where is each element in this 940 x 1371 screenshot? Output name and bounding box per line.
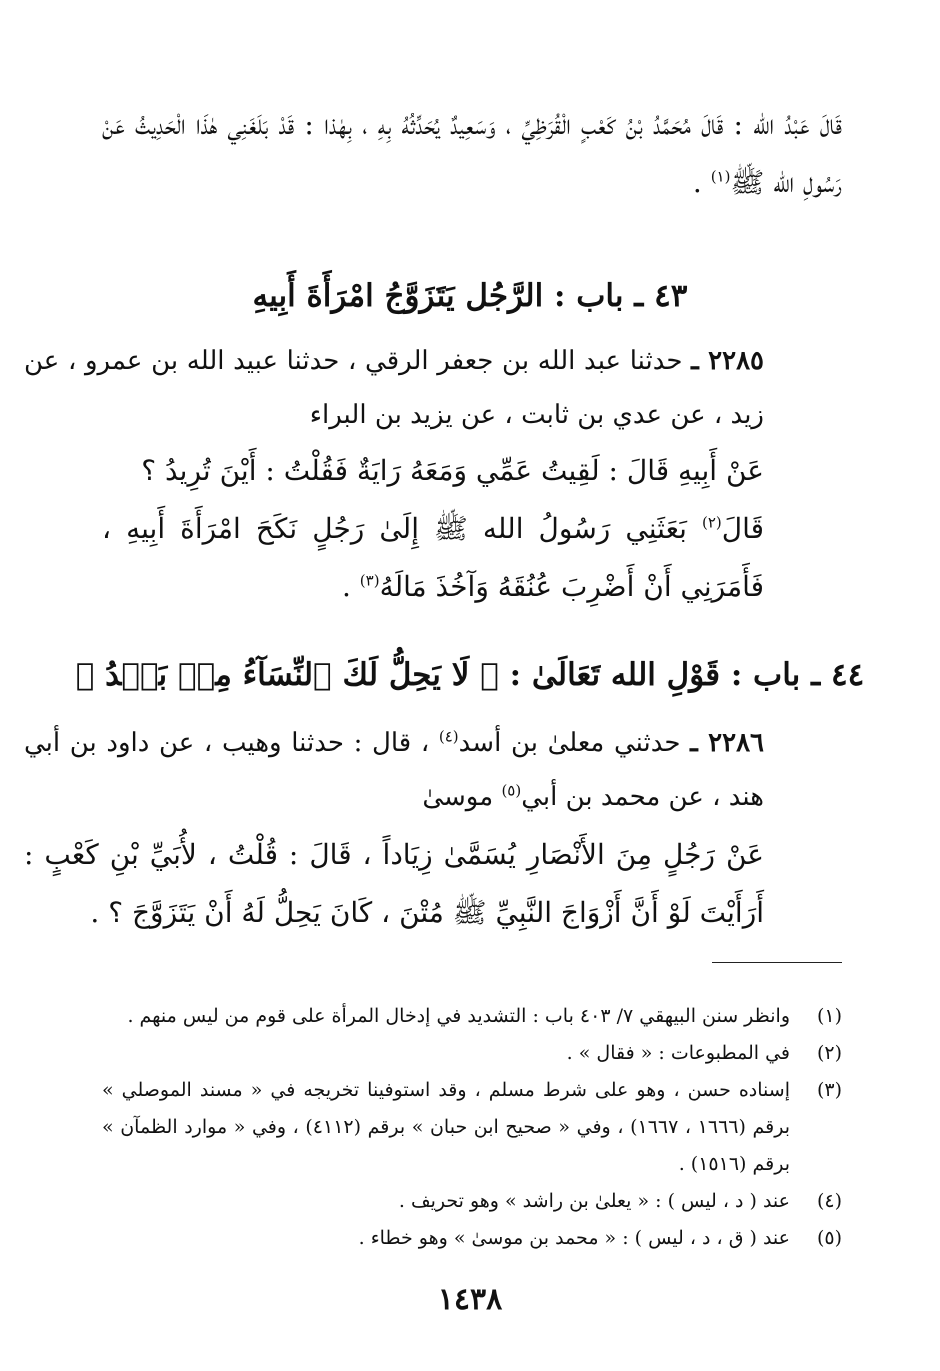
chapter-heading-44: ٤٤ ـ باب : قَوْلِ الله تَعَالَىٰ : ﴿ لَا يَحِلُّ لَكَ ٱلنِّسَآءُ مِنۢ بَعۡدُ ﴾ <box>75 657 865 693</box>
footnote-number: (١) <box>816 1005 842 1027</box>
footnote-number: (٥) <box>816 1227 842 1249</box>
matn-end: . <box>341 570 360 603</box>
footnote <box>102 998 842 1035</box>
footnote <box>102 1220 842 1257</box>
footnote-text: في المطبوعات : « فقال » . <box>566 1042 790 1064</box>
matn-line-2 <box>102 500 842 616</box>
intro-line-2: بِهٰذا : قَدْ بَلَغَنِي هٰذَا الْحَدِيثُ عَنْ رَسُولِ الله ﷺ <box>102 108 842 199</box>
hadith-number: ٢٢٨٦ ـ <box>690 728 764 758</box>
isnad-part-2: ، قال : حدثنا وهيب ، عن داود بن أبي هند ، عن محمد بن أبي <box>24 728 764 812</box>
hadith-number: ٢٢٨٥ ـ <box>691 346 764 376</box>
footnote-number: (٢) <box>816 1042 842 1064</box>
footnote-ref-5[interactable]: (٥) <box>501 781 522 800</box>
footnote <box>102 1183 842 1220</box>
isnad-part-3: موسىٰ <box>422 782 502 812</box>
footnote <box>102 1035 842 1072</box>
matn-part-1: قَالَ <box>721 512 764 545</box>
footnote-text: إسناده حسن ، وهو على شرط مسلم ، وقد استوفينا تخريجه في « مسند الموصلي » برقم (١٦٦٦ ، ١٦٦٧) ، وفي « صحيح ابن حبان » برقم (٤١١٢) ، وفي « موارد الظمآن » برقم (١٥١٦) . <box>102 1079 790 1175</box>
matn-part-2: بَعَثَنِي رَسُولُ الله ﷺ إِلَىٰ رَجُلٍ نَكَحَ امْرَأَةَ أَبِيهِ ، فَأَمَرَنِي أَنْ أَضْرِبَ عُنُقَهُ وَآخُذَ مَالَهُ <box>102 512 764 603</box>
footnote-ref-1[interactable]: (١) <box>710 167 731 186</box>
matn-line-1: عَنْ أَبِيهِ قَالَ : لَقِيتُ عَمِّي وَمَعَهُ رَايَةٌ فَقُلْتُ : أَيْنَ تُرِيدُ ؟ <box>141 454 764 487</box>
hadith-2285-matn <box>102 442 842 616</box>
footnote-number: (٣) <box>816 1079 842 1101</box>
hadith-2285-isnad <box>24 334 842 442</box>
footnote-text: عند ( ق ، د ، ليس ) : « محمد بن موسىٰ » وهو خطاء . <box>358 1227 790 1249</box>
footnote-ref-2[interactable]: (٢) <box>701 513 722 532</box>
footnote-ref-3[interactable]: (٣) <box>359 571 380 590</box>
page-number: ١٤٣٨ <box>437 1282 503 1317</box>
intro-line-1: قَالَ عَبْدُ الله : قَالَ مُحَمَّدُ بْنُ كَعْبٍ الْقُرَظِيِّ ، وَسَعِيدٌ يُحَدِّثُهُ بِهِ ، <box>362 108 842 141</box>
hadith-2286-isnad <box>24 716 842 824</box>
intro-paragraph <box>102 96 842 212</box>
isnad-text: حدثنا عبد الله بن جعفر الرقي ، حدثنا عبيد الله بن عمرو ، عن زيد ، عن عدي بن ثابت ، عن يزيد بن البراء <box>24 346 764 430</box>
footnote <box>102 1072 842 1183</box>
footnote-divider <box>712 962 842 963</box>
footnotes <box>102 998 842 1257</box>
hadith-2286-matn: عَنْ رَجُلٍ مِنَ الأَنْصَارِ يُسَمَّىٰ زِيَاداً ، قَالَ : قُلْتُ ، لأُبَيِّ بْنِ كَعْبٍ : أَرَأَيْتَ لَوْ أَنَّ أَزْوَاجَ النَّبِيِّ ﷺ مُتْنَ ، كَانَ يَحِلُّ لَهُ أَنْ يَتَزَوَّجَ ؟ . <box>24 838 764 929</box>
intro-end: . <box>692 166 711 199</box>
footnote-number: (٤) <box>816 1190 842 1212</box>
footnote-text: وانظر سنن البيهقي ٧/ ٤٠٣ باب : التشديد في إدخال المرأة على قوم من ليس منهم . <box>127 1005 790 1027</box>
chapter-heading-43: ٤٣ ـ باب : الرَّجُل يَتَزَوَّجُ امْرَأَةَ أَبِيهِ <box>252 278 688 314</box>
isnad-part-1: حدثني معلىٰ بن أسد <box>458 728 691 758</box>
footnote-text: عند ( د ، ليس ) : « يعلىٰ بن راشد » وهو تحريف . <box>398 1190 790 1212</box>
footnote-ref-4[interactable]: (٤) <box>438 727 459 746</box>
